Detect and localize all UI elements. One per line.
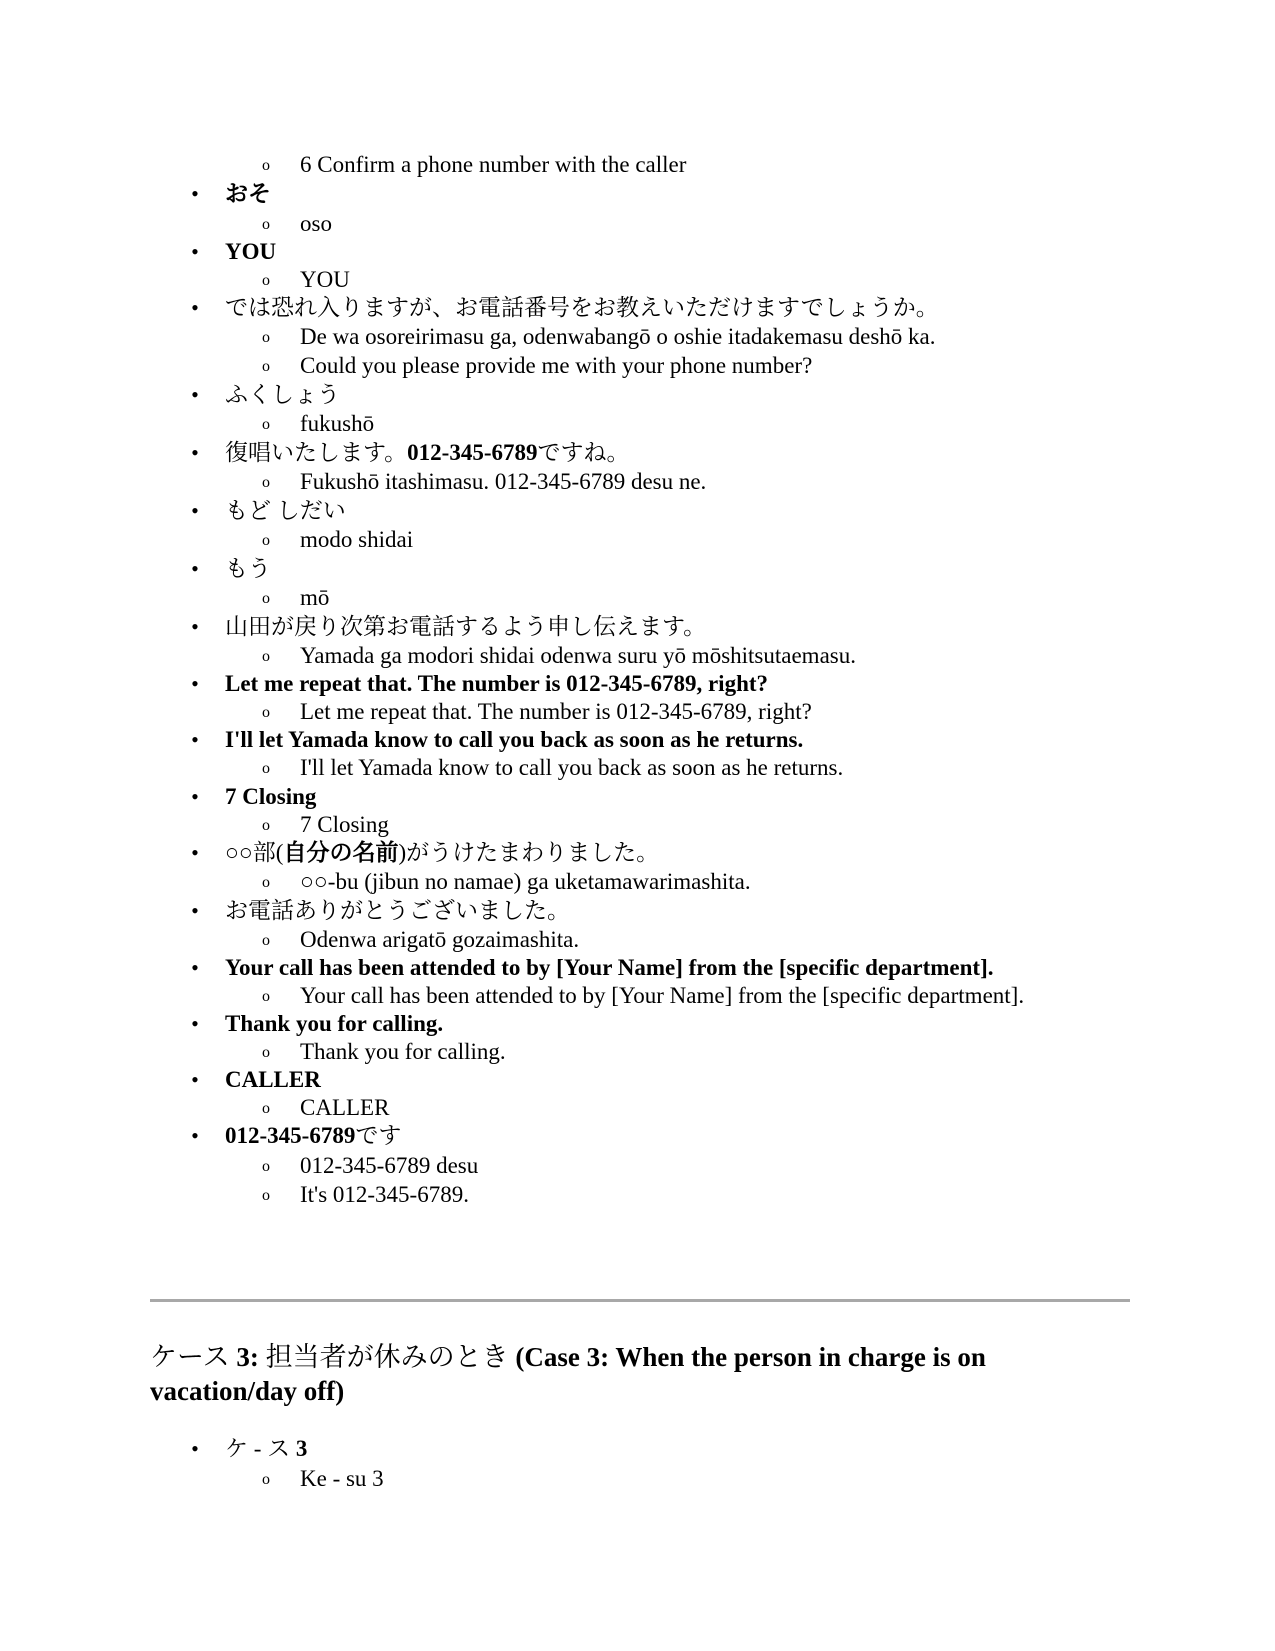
circle-bullet-icon: o (262, 532, 270, 549)
circle-bullet-icon: o (262, 329, 270, 346)
subitem-text: Could you please provide me with your phone number? (300, 353, 813, 378)
item-text: 7 Closing (225, 784, 317, 809)
item-text: ○○部(自分の名前)がうけたまわりました。 (225, 840, 660, 865)
circle-bullet-icon: o (262, 272, 270, 289)
subitem-text: modo shidai (300, 527, 414, 552)
subitem-text: Let me repeat that. The number is 012-345-6789, right? (300, 699, 812, 724)
subitem-text: YOU (300, 267, 350, 292)
circle-bullet-icon: o (262, 1471, 270, 1488)
subitem-text: mō (300, 585, 330, 610)
bullet-icon (189, 897, 201, 925)
subitem-text: CALLER (300, 1095, 390, 1120)
circle-bullet-icon: o (262, 932, 270, 949)
circle-bullet-icon: o (262, 1044, 270, 1061)
subitem-text: Yamada ga modori shidai odenwa suru yō mōshitsutaemasu. (300, 643, 856, 668)
bullet-icon (189, 294, 201, 322)
subitem-text: 7 Closing (300, 812, 389, 837)
bullet-icon (189, 670, 201, 698)
bullet-icon (189, 439, 201, 467)
item-text: 復唱いたします。012-345-6789ですね。 (225, 440, 630, 465)
item-text: おそ (225, 181, 271, 206)
circle-bullet-icon: o (262, 1187, 270, 1204)
circle-bullet-icon: o (262, 590, 270, 607)
section-heading: ケース 3: 担当者が休みのとき (Case 3: When the person in charge is on vacation/day off) (150, 1342, 986, 1406)
item-text: もう (225, 556, 271, 581)
circle-bullet-icon: o (262, 416, 270, 433)
circle-bullet-icon: o (262, 358, 270, 375)
subitem-text: oso (300, 211, 332, 236)
circle-bullet-icon: o (262, 1158, 270, 1175)
bullet-icon (189, 839, 201, 867)
item-text: 012-345-6789です (225, 1123, 402, 1148)
bullet-icon (189, 1435, 201, 1463)
circle-bullet-icon: o (262, 216, 270, 233)
item-text: もど しだい (225, 498, 346, 523)
bullet-icon (189, 1010, 201, 1038)
subitem-text: Odenwa arigatō gozaimashita. (300, 927, 580, 952)
bullet-icon (189, 238, 201, 266)
bullet-icon (189, 1122, 201, 1150)
item-text: Your call has been attended to by [Your Name] from the [specific department]. (225, 955, 994, 980)
circle-bullet-icon: o (262, 988, 270, 1005)
item-text: YOU (225, 239, 277, 264)
horizontal-divider (150, 1299, 1130, 1302)
subitem-text: fukushō (300, 411, 375, 436)
bullet-icon (189, 180, 201, 208)
subitem-text: Ke - su 3 (300, 1466, 384, 1491)
subitem-text: 6 Confirm a phone number with the caller (300, 152, 687, 177)
bullet-icon (189, 497, 201, 525)
circle-bullet-icon: o (262, 874, 270, 891)
subitem-text: Fukushō itashimasu. 012-345-6789 desu ne. (300, 469, 707, 494)
subitem-text: ○○-bu (jibun no namae) ga uketamawarimashita. (300, 869, 751, 894)
bullet-icon (189, 613, 201, 641)
subitem-text: I'll let Yamada know to call you back as soon as he returns. (300, 755, 844, 780)
subitem-text: It's 012-345-6789. (300, 1182, 469, 1207)
subitem-text: Thank you for calling. (300, 1039, 506, 1064)
bullet-icon (189, 555, 201, 583)
bullet-icon (189, 381, 201, 409)
item-text: お電話ありがとうございました。 (225, 898, 570, 923)
item-text: ケ - ス 3 (225, 1436, 308, 1461)
circle-bullet-icon: o (262, 817, 270, 834)
subitem-text: De wa osoreirimasu ga, odenwabangō o oshie itadakemasu deshō ka. (300, 324, 936, 349)
item-text: では恐れ入りますが、お電話番号をお教えいただけますでしょうか。 (225, 295, 939, 320)
subitem-text: 012-345-6789 desu (300, 1153, 479, 1178)
bullet-icon (189, 1066, 201, 1094)
bullet-icon (189, 783, 201, 811)
item-text: Let me repeat that. The number is 012-345-6789, right? (225, 671, 769, 696)
circle-bullet-icon: o (262, 474, 270, 491)
circle-bullet-icon: o (262, 704, 270, 721)
circle-bullet-icon: o (262, 1100, 270, 1117)
bullet-icon (189, 726, 201, 754)
item-text: 山田が戻り次第お電話するよう申し伝えます。 (225, 614, 707, 639)
item-text: CALLER (225, 1067, 321, 1092)
item-text: Thank you for calling. (225, 1011, 444, 1036)
circle-bullet-icon: o (262, 760, 270, 777)
item-text: ふくしょう (225, 382, 340, 407)
subitem-text: Your call has been attended to by [Your Name] from the [specific department]. (300, 983, 1025, 1008)
circle-bullet-icon: o (262, 648, 270, 665)
item-text: I'll let Yamada know to call you back as soon as he returns. (225, 727, 804, 752)
circle-bullet-icon: o (262, 157, 270, 174)
bullet-icon (189, 954, 201, 982)
